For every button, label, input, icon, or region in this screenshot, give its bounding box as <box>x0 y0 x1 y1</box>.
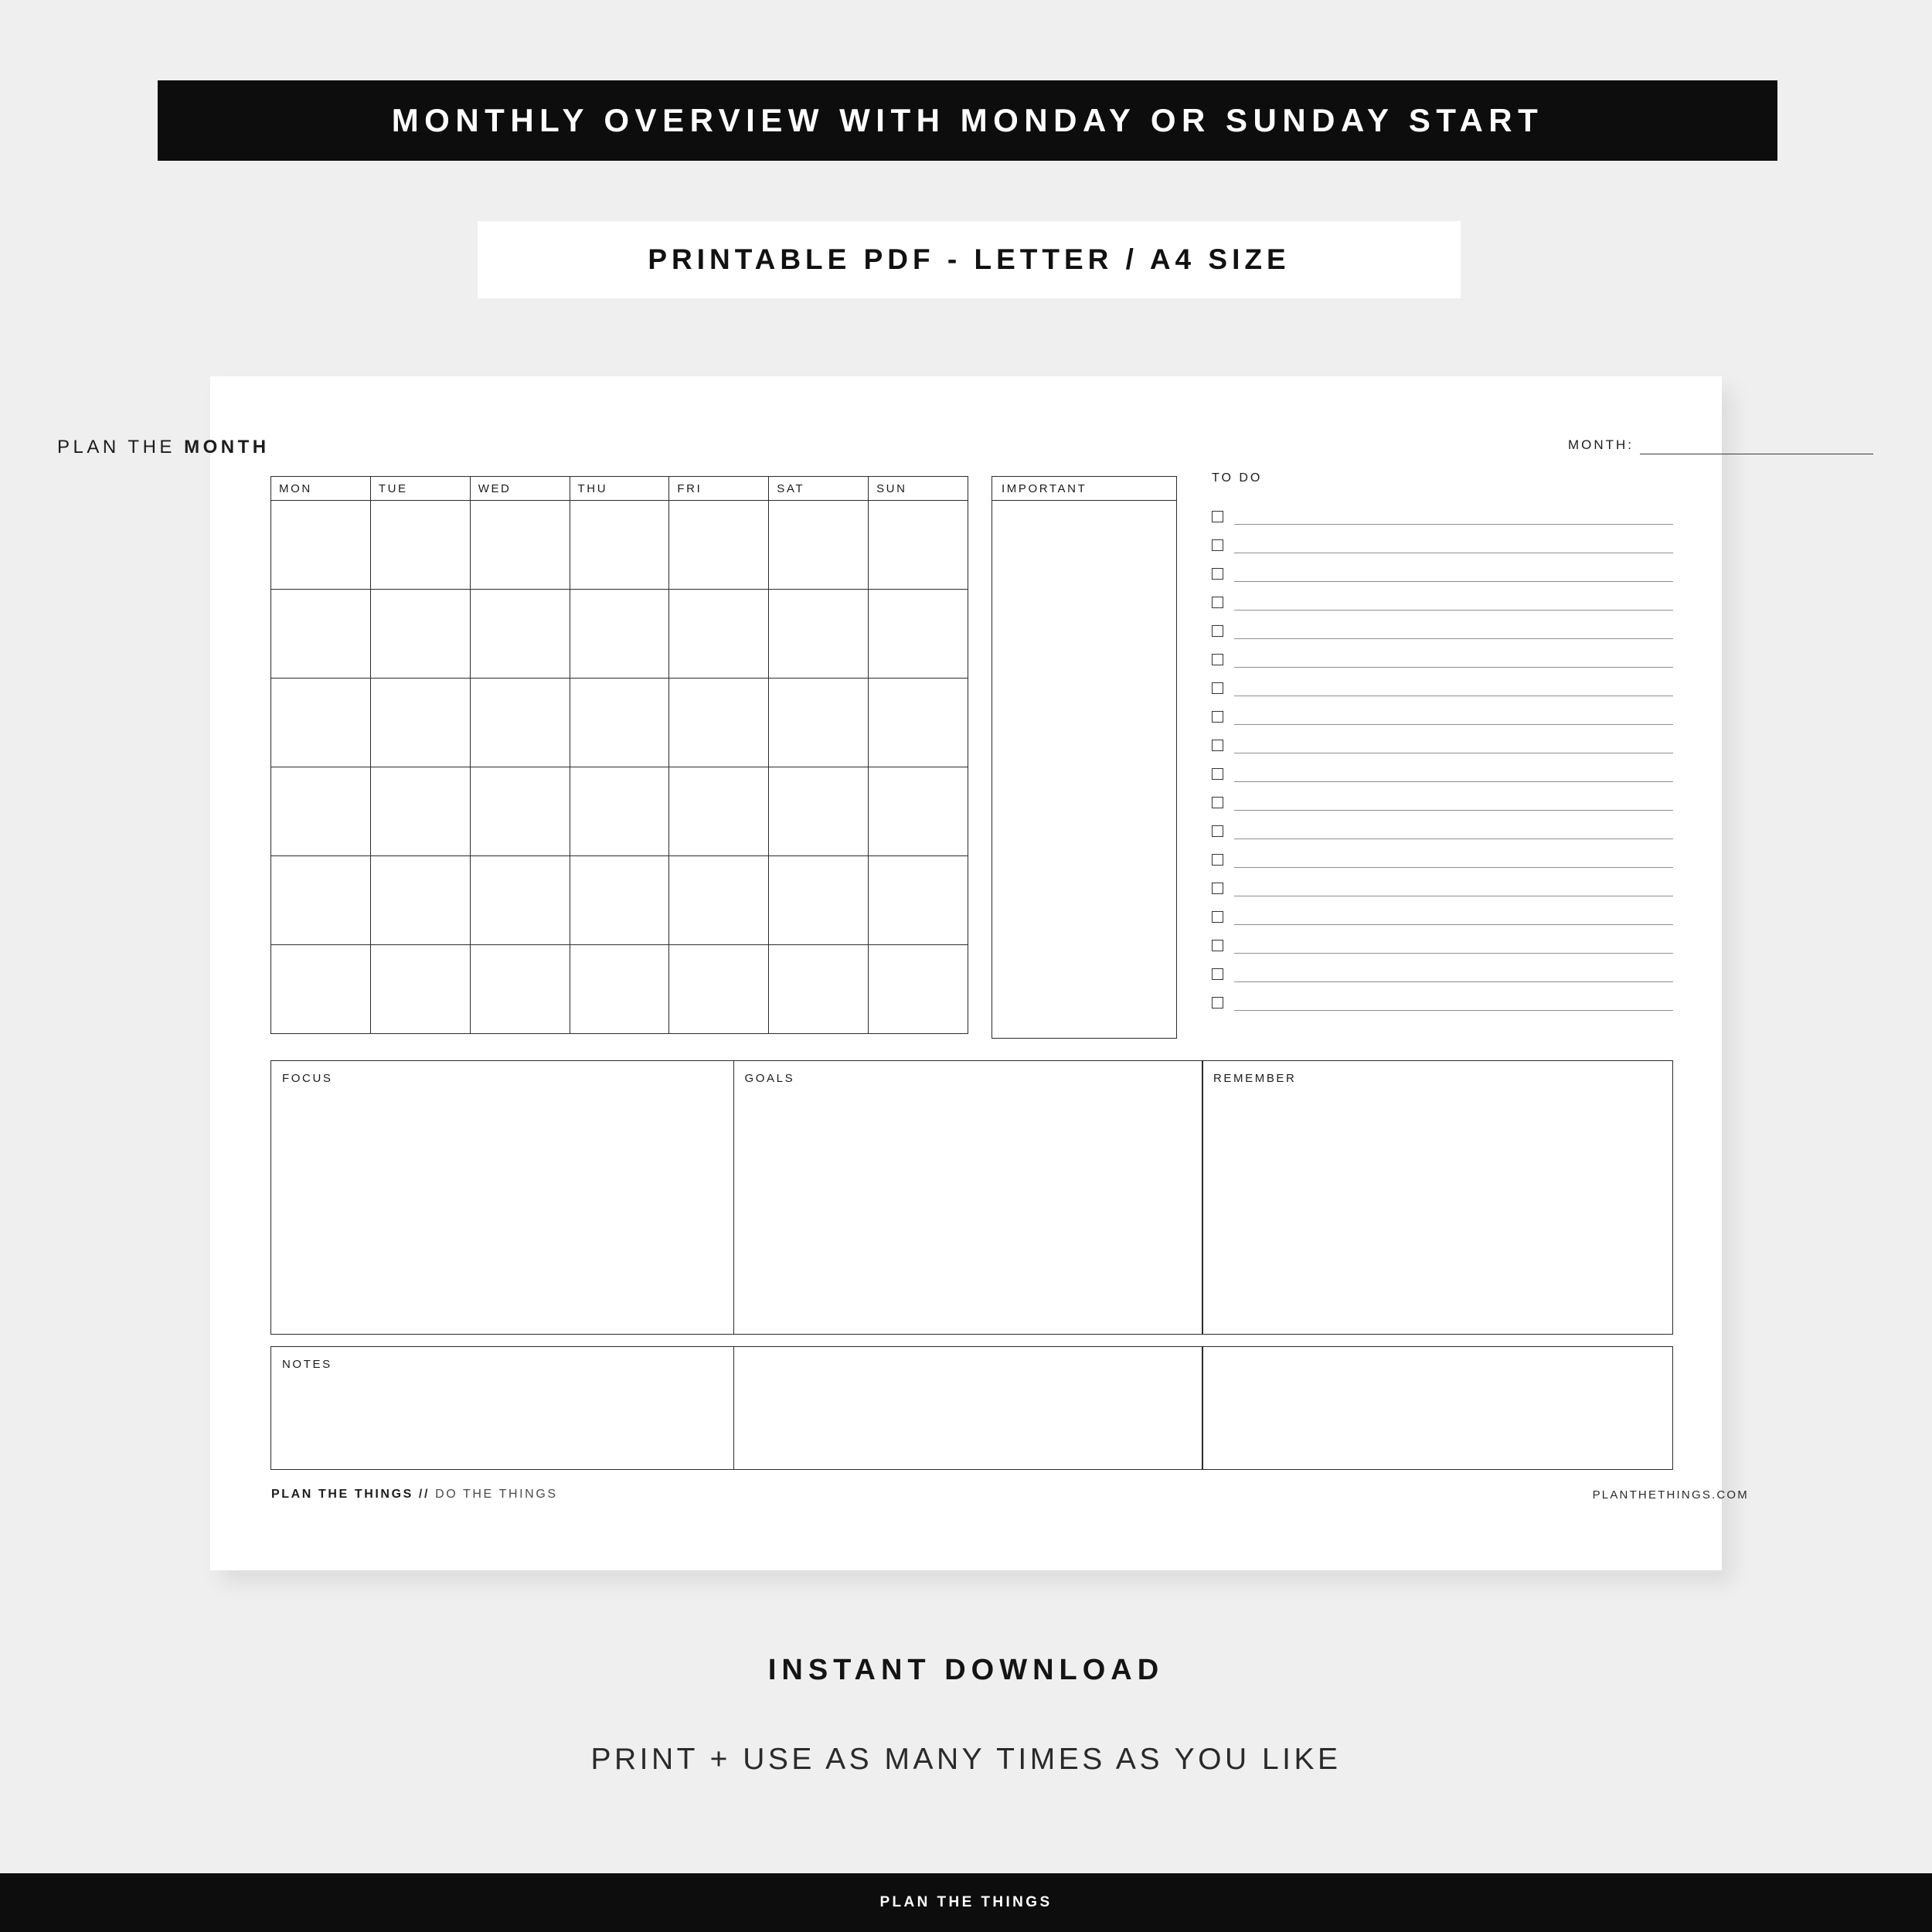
todo-input[interactable] <box>1234 796 1673 811</box>
month-field-label: MONTH: <box>1567 437 1634 452</box>
calendar-day-cell[interactable] <box>570 945 669 1034</box>
checkbox-icon[interactable] <box>1212 911 1223 923</box>
checkbox-icon[interactable] <box>1212 682 1223 694</box>
todo-input[interactable] <box>1234 882 1673 896</box>
checkbox-icon[interactable] <box>1212 883 1223 894</box>
goals-box-label: GOALS <box>744 1072 795 1085</box>
todo-row <box>1212 753 1673 782</box>
notes-box-third[interactable] <box>1202 1346 1673 1470</box>
calendar-day-cell[interactable] <box>570 501 669 590</box>
calendar-day-cell[interactable] <box>370 590 470 679</box>
todo-row <box>1212 839 1673 868</box>
goals-box[interactable] <box>733 1060 1203 1335</box>
notes-box[interactable] <box>270 1346 734 1470</box>
bottom-strip <box>0 1873 1932 1932</box>
calendar-day-cell[interactable] <box>570 679 669 767</box>
todo-input[interactable] <box>1234 710 1673 725</box>
calendar-weekday-fri: FRI <box>669 477 769 501</box>
notes-row <box>270 1346 1673 1470</box>
todo-input[interactable] <box>1234 539 1673 553</box>
calendar-day-cell[interactable] <box>769 590 869 679</box>
todo-input[interactable] <box>1234 739 1673 753</box>
calendar-day-cell[interactable] <box>769 767 869 856</box>
checkbox-icon[interactable] <box>1212 968 1223 980</box>
todo-row <box>1212 925 1673 954</box>
calendar-week-row <box>271 767 968 856</box>
sheet-footer-separator: // <box>413 1488 436 1501</box>
calendar-week-row <box>271 590 968 679</box>
calendar-day-cell[interactable] <box>869 590 968 679</box>
todo-section <box>1212 471 1673 1011</box>
calendar-day-cell[interactable] <box>769 856 869 945</box>
page-title-prefix: PLAN THE <box>57 437 185 457</box>
todo-input[interactable] <box>1234 853 1673 868</box>
sheet-footer-brand-light: DO THE THINGS <box>435 1488 558 1501</box>
calendar-weekday-tue: TUE <box>370 477 470 501</box>
todo-row <box>1212 725 1673 753</box>
todo-input[interactable] <box>1234 939 1673 954</box>
calendar-day-cell[interactable] <box>470 679 570 767</box>
todo-row <box>1212 639 1673 668</box>
checkbox-icon[interactable] <box>1212 768 1223 780</box>
sheet-footer-brand <box>271 1488 558 1502</box>
todo-input[interactable] <box>1234 968 1673 982</box>
calendar-day-cell[interactable] <box>769 501 869 590</box>
todo-input[interactable] <box>1234 996 1673 1011</box>
todo-row <box>1212 982 1673 1011</box>
calendar-day-cell[interactable] <box>370 945 470 1034</box>
sheet-footer-brand-bold: PLAN THE THINGS <box>271 1488 413 1501</box>
todo-row <box>1212 582 1673 611</box>
format-banner-text: PRINTABLE PDF - LETTER / A4 SIZE <box>648 243 1291 275</box>
format-banner <box>478 221 1461 298</box>
top-banner <box>158 80 1777 161</box>
todo-row <box>1212 868 1673 896</box>
page-title-emphasis: MONTH <box>184 437 270 457</box>
checkbox-icon[interactable] <box>1212 825 1223 837</box>
calendar-day-cell[interactable] <box>370 501 470 590</box>
bottom-strip-text: PLAN THE THINGS <box>879 1894 1053 1910</box>
todo-row <box>1212 782 1673 811</box>
calendar-day-cell[interactable] <box>869 501 968 590</box>
calendar-day-cell[interactable] <box>470 856 570 945</box>
notes-box-label: NOTES <box>282 1358 332 1371</box>
checkbox-icon[interactable] <box>1212 625 1223 637</box>
sheet-footer-website: PLANTHETHINGS.COM <box>1592 1488 1749 1502</box>
calendar-day-cell[interactable] <box>271 590 371 679</box>
calendar-day-cell[interactable] <box>470 501 570 590</box>
calendar-weekday-sat: SAT <box>769 477 869 501</box>
todo-input[interactable] <box>1234 825 1673 839</box>
remember-box-label: REMEMBER <box>1213 1072 1297 1085</box>
checkbox-icon[interactable] <box>1212 597 1223 608</box>
calendar-grid <box>270 476 968 1034</box>
calendar-day-cell[interactable] <box>370 679 470 767</box>
todo-row <box>1212 811 1673 839</box>
todo-list <box>1212 496 1673 1011</box>
banner-title: MONTHLY OVERVIEW WITH MONDAY OR SUNDAY START <box>391 102 1544 138</box>
todo-input[interactable] <box>1234 653 1673 668</box>
calendar-day-cell[interactable] <box>869 767 968 856</box>
calendar-week-row <box>271 501 968 590</box>
checkbox-icon[interactable] <box>1212 854 1223 866</box>
calendar-day-cell[interactable] <box>669 590 769 679</box>
todo-row <box>1212 496 1673 525</box>
checkbox-icon[interactable] <box>1212 797 1223 808</box>
todo-row <box>1212 611 1673 639</box>
important-box[interactable] <box>992 476 1177 1039</box>
calendar-day-cell[interactable] <box>769 945 869 1034</box>
calendar-weekday-sun: SUN <box>869 477 968 501</box>
focus-goals-remember-row <box>270 1060 1673 1335</box>
todo-input[interactable] <box>1234 682 1673 696</box>
todo-input[interactable] <box>1234 767 1673 782</box>
calendar-day-cell[interactable] <box>271 945 371 1034</box>
checkbox-icon[interactable] <box>1212 997 1223 1009</box>
todo-row <box>1212 896 1673 925</box>
calendar-day-cell[interactable] <box>570 590 669 679</box>
calendar-day-cell[interactable] <box>470 767 570 856</box>
calendar-week-row <box>271 679 968 767</box>
checkbox-icon[interactable] <box>1212 940 1223 951</box>
calendar-day-cell[interactable] <box>570 856 669 945</box>
checkbox-icon[interactable] <box>1212 568 1223 580</box>
checkbox-icon[interactable] <box>1212 711 1223 723</box>
todo-input[interactable] <box>1234 510 1673 525</box>
todo-input[interactable] <box>1234 596 1673 611</box>
calendar-day-cell[interactable] <box>470 590 570 679</box>
calendar-day-cell[interactable] <box>869 679 968 767</box>
todo-input[interactable] <box>1234 910 1673 925</box>
print-use-text: PRINT + USE AS MANY TIMES AS YOU LIKE <box>590 1743 1342 1776</box>
instant-download-text: INSTANT DOWNLOAD <box>767 1654 1165 1686</box>
calendar-day-cell[interactable] <box>869 945 968 1034</box>
calendar-day-cell[interactable] <box>370 767 470 856</box>
calendar-weekday-mon: MON <box>271 477 371 501</box>
remember-box[interactable] <box>1202 1060 1673 1335</box>
todo-input[interactable] <box>1234 624 1673 639</box>
calendar-week-row <box>271 945 968 1034</box>
checkbox-icon[interactable] <box>1212 511 1223 522</box>
calendar-day-cell[interactable] <box>570 767 669 856</box>
checkbox-icon[interactable] <box>1212 740 1223 751</box>
calendar-day-cell[interactable] <box>669 501 769 590</box>
calendar-weekday-thu: THU <box>570 477 669 501</box>
calendar-body <box>271 501 968 1034</box>
checkbox-icon[interactable] <box>1212 539 1223 551</box>
calendar-week-row <box>271 856 968 945</box>
focus-box-label: FOCUS <box>282 1072 333 1085</box>
calendar-day-cell[interactable] <box>769 679 869 767</box>
calendar-day-cell[interactable] <box>869 856 968 945</box>
calendar-day-cell[interactable] <box>271 501 371 590</box>
calendar-weekday-wed: WED <box>470 477 570 501</box>
calendar-day-cell[interactable] <box>271 679 371 767</box>
calendar-day-cell[interactable] <box>669 856 769 945</box>
todo-row <box>1212 668 1673 696</box>
checkbox-icon[interactable] <box>1212 654 1223 665</box>
calendar-header-row <box>271 477 968 501</box>
calendar-day-cell[interactable] <box>470 945 570 1034</box>
calendar-day-cell[interactable] <box>271 856 371 945</box>
month-field[interactable] <box>1568 437 1873 454</box>
todo-row <box>1212 954 1673 982</box>
month-field-input[interactable] <box>1640 440 1873 454</box>
calendar-day-cell[interactable] <box>669 679 769 767</box>
important-box-label: IMPORTANT <box>992 477 1176 501</box>
todo-input[interactable] <box>1234 567 1673 582</box>
calendar-day-cell[interactable] <box>271 767 371 856</box>
todo-row <box>1212 525 1673 553</box>
page-title <box>57 437 270 458</box>
todo-row <box>1212 553 1673 582</box>
calendar-day-cell[interactable] <box>669 945 769 1034</box>
todo-row <box>1212 696 1673 725</box>
focus-box[interactable] <box>270 1060 734 1335</box>
calendar-day-cell[interactable] <box>669 767 769 856</box>
calendar-day-cell[interactable] <box>370 856 470 945</box>
todo-title: TO DO <box>1212 471 1263 485</box>
notes-box-second[interactable] <box>733 1346 1203 1470</box>
